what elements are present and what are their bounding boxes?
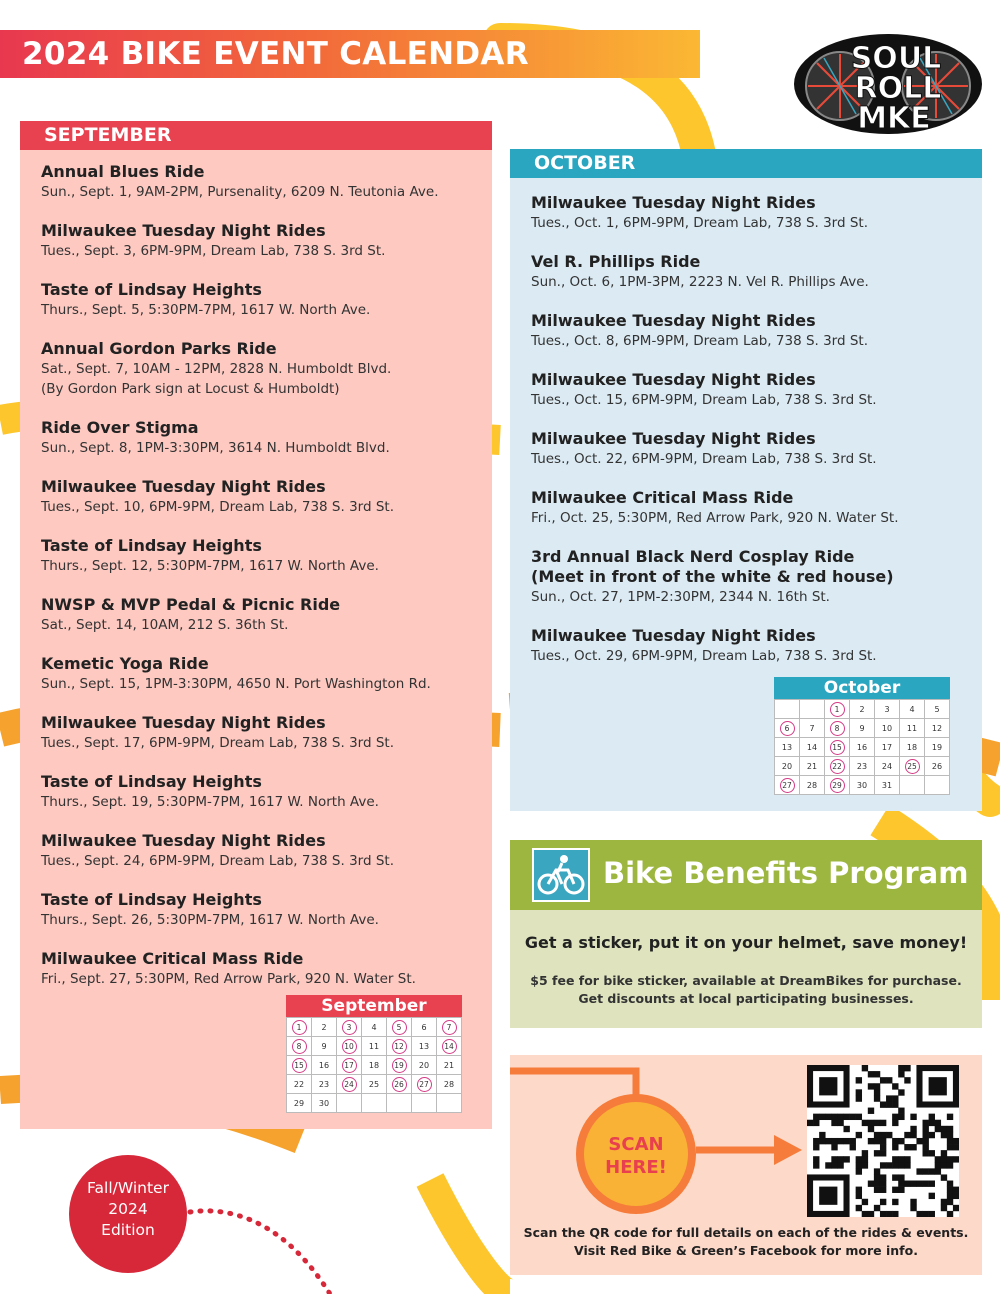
- calendar-day-number: 17: [881, 742, 893, 752]
- calendar-day: [437, 1075, 462, 1094]
- event-item: [41, 595, 340, 635]
- bike-benefits-subtitle: Get a sticker, put it on your helmet, save money!: [524, 933, 968, 952]
- calendar-day: [287, 1075, 312, 1094]
- event-item: [41, 280, 370, 320]
- calendar-day-number: 3: [884, 704, 890, 714]
- event-item: [41, 949, 416, 989]
- calendar-day: [387, 1037, 412, 1056]
- calendar-day: [900, 776, 925, 795]
- edition-line-3: Edition: [101, 1221, 155, 1239]
- scan-text-line-2: HERE!: [605, 1157, 667, 1178]
- calendar-day-number: 30: [318, 1098, 330, 1108]
- event-item: [531, 547, 894, 607]
- calendar-day-number: 21: [443, 1060, 455, 1070]
- calendar-day: [362, 1094, 387, 1113]
- event-name: Milwaukee Tuesday Night Rides: [531, 429, 816, 448]
- event-detail: Sat., Sept. 7, 10AM - 12PM, 2828 N. Humboldt Blvd.: [41, 361, 392, 377]
- calendar-day: [775, 738, 800, 757]
- event-name: Milwaukee Tuesday Night Rides: [41, 831, 326, 850]
- bike-benefits-title: Bike Benefits Program: [603, 856, 969, 890]
- calendar-day-number: 13: [781, 742, 793, 752]
- event-item: [531, 311, 868, 351]
- scan-panel: [510, 1055, 982, 1275]
- logo-text-mke: MKE: [857, 101, 931, 136]
- event-detail: Thurs., Sept. 19, 5:30PM-7PM, 1617 W. North Ave.: [41, 794, 379, 810]
- calendar-day: [825, 776, 850, 795]
- calendar-day-number: 14: [806, 742, 818, 752]
- event-detail: Tues., Sept. 17, 6PM-9PM, Dream Lab, 738 S. 3rd St.: [41, 735, 394, 751]
- event-name: Milwaukee Tuesday Night Rides: [41, 221, 326, 240]
- calendar-day: [900, 700, 925, 719]
- calendar-day-number: 26: [392, 1077, 407, 1092]
- calendar-day-number: 21: [806, 761, 818, 771]
- soul-roll-mke-logo: [794, 28, 982, 136]
- event-name: Annual Gordon Parks Ride: [41, 339, 277, 358]
- scan-info-line-1: Scan the QR code for full details on each of the rides & events.: [523, 1225, 969, 1240]
- logo-text-roll: ROLL: [854, 71, 942, 106]
- calendar-day: [287, 1037, 312, 1056]
- event-name: Annual Blues Ride: [41, 162, 205, 181]
- calendar-day: [850, 776, 875, 795]
- event-item: [531, 193, 868, 233]
- calendar-title: September: [286, 995, 462, 1017]
- event-detail: Fri., Sept. 27, 5:30PM, Red Arrow Park, 920 N. Water St.: [41, 971, 416, 987]
- event-detail: Tues., Sept. 10, 6PM-9PM, Dream Lab, 738 S. 3rd St.: [41, 499, 394, 515]
- event-detail: Thurs., Sept. 26, 5:30PM-7PM, 1617 W. North Ave.: [41, 912, 379, 928]
- event-name: Milwaukee Critical Mass Ride: [41, 949, 304, 968]
- calendar-day: [775, 700, 800, 719]
- event-item: [41, 477, 394, 517]
- calendar-day: [412, 1037, 437, 1056]
- calendar-day-number: 27: [780, 778, 795, 793]
- calendar-day-number: 22: [293, 1079, 305, 1089]
- october-mini-calendar: [774, 677, 950, 795]
- calendar-day: [337, 1075, 362, 1094]
- calendar-day-number: 16: [318, 1060, 330, 1070]
- event-name: Milwaukee Tuesday Night Rides: [41, 713, 326, 732]
- calendar-day: [337, 1018, 362, 1037]
- calendar-day-number: 6: [780, 721, 795, 736]
- calendar-day: [412, 1018, 437, 1037]
- calendar-day-number: 29: [293, 1098, 305, 1108]
- calendar-day: [437, 1094, 462, 1113]
- calendar-day: [825, 719, 850, 738]
- edition-line-1: Fall/Winter: [87, 1179, 169, 1197]
- calendar-day-number: 3: [342, 1020, 357, 1035]
- calendar-title: October: [774, 677, 950, 699]
- calendar-day: [875, 757, 900, 776]
- calendar-day: [362, 1018, 387, 1037]
- calendar-day-number: 2: [859, 704, 865, 714]
- event-item: [531, 488, 899, 528]
- calendar-day: [412, 1056, 437, 1075]
- calendar-day-number: 12: [931, 723, 943, 733]
- bike-benefits-line-1: $5 fee for bike sticker, available at DreamBikes for purchase.: [530, 973, 962, 988]
- calendar-day: [850, 719, 875, 738]
- event-item: [41, 772, 379, 812]
- calendar-day-number: 4: [909, 704, 915, 714]
- scan-here-badge: [576, 1094, 696, 1214]
- calendar-day-number: 15: [292, 1058, 307, 1073]
- october-panel: [510, 149, 982, 811]
- edition-badge: [69, 1155, 187, 1273]
- event-detail: Tues., Sept. 24, 6PM-9PM, Dream Lab, 738 S. 3rd St.: [41, 853, 394, 869]
- calendar-day-number: 19: [931, 742, 943, 752]
- calendar-day: [775, 719, 800, 738]
- qr-code[interactable]: [807, 1065, 959, 1217]
- calendar-day: [875, 738, 900, 757]
- calendar-day-number: 20: [418, 1060, 430, 1070]
- event-detail: Tues., Oct. 29, 6PM-9PM, Dream Lab, 738 S. 3rd St.: [531, 648, 877, 664]
- event-detail: Sun., Sept. 1, 9AM-2PM, Pursenality, 6209 N. Teutonia Ave.: [41, 184, 439, 200]
- event-name: Milwaukee Critical Mass Ride: [531, 488, 794, 507]
- scan-text-line-1: SCAN: [608, 1134, 664, 1155]
- bike-benefits-line-2: Get discounts at local participating businesses.: [578, 991, 914, 1006]
- calendar-day-number: 23: [318, 1079, 330, 1089]
- event-detail: Tues., Oct. 8, 6PM-9PM, Dream Lab, 738 S. 3rd St.: [531, 333, 869, 349]
- calendar-day: [312, 1075, 337, 1094]
- calendar-day-number: 11: [368, 1041, 380, 1051]
- calendar-day: [775, 757, 800, 776]
- page-title: 2024 BIKE EVENT CALENDAR: [22, 36, 529, 72]
- calendar-day-number: 18: [906, 742, 918, 752]
- calendar-day-number: 24: [881, 761, 893, 771]
- scan-info-line-2: Visit Red Bike & Green’s Facebook for more info.: [574, 1243, 918, 1258]
- event-name: Taste of Lindsay Heights: [41, 280, 262, 299]
- event-detail: Tues., Sept. 3, 6PM-9PM, Dream Lab, 738 S. 3rd St.: [41, 243, 386, 259]
- event-name: NWSP & MVP Pedal & Picnic Ride: [41, 595, 341, 614]
- calendar-day: [825, 738, 850, 757]
- event-detail-note: (By Gordon Park sign at Locust & Humboldt): [41, 381, 340, 397]
- event-item: [41, 418, 390, 458]
- event-detail: Thurs., Sept. 5, 5:30PM-7PM, 1617 W. North Ave.: [41, 302, 371, 318]
- calendar-day: [337, 1094, 362, 1113]
- calendar-day: [387, 1094, 412, 1113]
- calendar-day: [437, 1018, 462, 1037]
- calendar-day-number: 25: [368, 1079, 380, 1089]
- calendar-day-number: 5: [934, 704, 940, 714]
- event-name: Kemetic Yoga Ride: [41, 654, 209, 673]
- september-heading: SEPTEMBER: [44, 124, 172, 146]
- event-detail: Sun., Oct. 6, 1PM-3PM, 2223 N. Vel R. Phillips Ave.: [531, 274, 869, 290]
- calendar-day: [850, 738, 875, 757]
- bike-benefits-panel: [510, 840, 982, 1028]
- calendar-day-number: 1: [292, 1020, 307, 1035]
- calendar-day: [362, 1075, 387, 1094]
- calendar-day-number: 6: [421, 1022, 427, 1032]
- calendar-day-number: 18: [368, 1060, 380, 1070]
- calendar-day: [875, 700, 900, 719]
- calendar-day: [362, 1056, 387, 1075]
- calendar-day-number: 28: [443, 1079, 455, 1089]
- calendar-day-number: 30: [856, 780, 868, 790]
- calendar-day: [800, 776, 825, 795]
- calendar-day: [800, 719, 825, 738]
- calendar-day: [850, 700, 875, 719]
- calendar-day: [925, 700, 950, 719]
- calendar-day: [825, 700, 850, 719]
- calendar-day: [775, 776, 800, 795]
- calendar-day: [800, 700, 825, 719]
- event-detail: Tues., Oct. 15, 6PM-9PM, Dream Lab, 738 S. 3rd St.: [531, 392, 877, 408]
- calendar-day: [312, 1094, 337, 1113]
- calendar-day-number: 31: [881, 780, 893, 790]
- calendar-day-number: 26: [931, 761, 943, 771]
- event-item: [41, 831, 394, 871]
- event-detail: Tues., Oct. 1, 6PM-9PM, Dream Lab, 738 S. 3rd St.: [531, 215, 869, 231]
- event-detail: Sun., Sept. 8, 1PM-3:30PM, 3614 N. Humboldt Blvd.: [41, 440, 390, 456]
- calendar-day: [800, 738, 825, 757]
- calendar-day: [825, 757, 850, 776]
- bicycle-icon: [532, 848, 590, 902]
- calendar-day-number: 17: [342, 1058, 357, 1073]
- event-detail: Sun., Oct. 27, 1PM-2:30PM, 2344 N. 16th St.: [531, 589, 830, 605]
- calendar-day: [312, 1018, 337, 1037]
- october-heading: OCTOBER: [534, 152, 636, 174]
- arrow-bike-icon: [694, 66, 754, 114]
- calendar-day: [900, 719, 925, 738]
- september-mini-calendar: [286, 995, 462, 1113]
- event-item: [531, 370, 877, 410]
- event-item: [41, 890, 379, 930]
- calendar-day: [287, 1018, 312, 1037]
- calendar-day-number: 29: [830, 778, 845, 793]
- event-name: Milwaukee Tuesday Night Rides: [531, 193, 816, 212]
- calendar-day: [412, 1094, 437, 1113]
- event-name: Ride Over Stigma: [41, 418, 199, 437]
- calendar-day-number: 4: [371, 1022, 377, 1032]
- calendar-day: [875, 719, 900, 738]
- calendar-day-number: 24: [342, 1077, 357, 1092]
- calendar-day-number: 10: [342, 1039, 357, 1054]
- event-detail: Thurs., Sept. 12, 5:30PM-7PM, 1617 W. North Ave.: [41, 558, 379, 574]
- calendar-day: [925, 776, 950, 795]
- event-detail: Sun., Sept. 15, 1PM-3:30PM, 4650 N. Port Washington Rd.: [41, 676, 431, 692]
- calendar-day-number: 10: [881, 723, 893, 733]
- calendar-day-number: 19: [392, 1058, 407, 1073]
- event-detail: Sat., Sept. 14, 10AM, 212 S. 36th St.: [41, 617, 289, 633]
- calendar-day-number: 2: [321, 1022, 327, 1032]
- event-item: [41, 221, 385, 261]
- calendar-day-number: 7: [442, 1020, 457, 1035]
- calendar-day-number: 1: [830, 702, 845, 717]
- event-name: Taste of Lindsay Heights: [41, 536, 262, 555]
- calendar-day-number: 11: [906, 723, 918, 733]
- calendar-day: [287, 1056, 312, 1075]
- calendar-day-number: 16: [856, 742, 868, 752]
- calendar-day: [925, 757, 950, 776]
- event-detail: Fri., Oct. 25, 5:30PM, Red Arrow Park, 920 N. Water St.: [531, 510, 899, 526]
- calendar-day-number: 27: [417, 1077, 432, 1092]
- calendar-day-number: 8: [292, 1039, 307, 1054]
- calendar-day-number: 8: [830, 721, 845, 736]
- event-name: Milwaukee Tuesday Night Rides: [41, 477, 326, 496]
- calendar-day: [312, 1056, 337, 1075]
- event-item: [41, 162, 439, 202]
- event-name: Vel R. Phillips Ride: [531, 252, 701, 271]
- event-item: [531, 252, 869, 292]
- calendar-day-number: 13: [418, 1041, 430, 1051]
- calendar-day: [287, 1094, 312, 1113]
- event-item: [531, 626, 877, 666]
- october-header: [510, 149, 982, 178]
- event-item: [41, 339, 391, 399]
- event-name: Taste of Lindsay Heights: [41, 890, 262, 909]
- calendar-day: [387, 1056, 412, 1075]
- calendar-day-number: 9: [321, 1041, 327, 1051]
- calendar-day-number: 23: [856, 761, 868, 771]
- calendar-day: [800, 757, 825, 776]
- calendar-day: [387, 1018, 412, 1037]
- calendar-day: [437, 1056, 462, 1075]
- calendar-day-number: 20: [781, 761, 793, 771]
- event-name: Milwaukee Tuesday Night Rides: [531, 370, 816, 389]
- calendar-day-number: 25: [905, 759, 920, 774]
- calendar-day-number: 7: [809, 723, 815, 733]
- calendar-day-number: 12: [392, 1039, 407, 1054]
- event-item: [41, 536, 379, 576]
- september-panel: [20, 121, 492, 1129]
- event-name-note: (Meet in front of the white & red house): [531, 567, 894, 586]
- event-item: [531, 429, 877, 469]
- event-item: [41, 713, 394, 753]
- event-name: Taste of Lindsay Heights: [41, 772, 262, 791]
- event-detail: Tues., Oct. 22, 6PM-9PM, Dream Lab, 738 S. 3rd St.: [531, 451, 877, 467]
- calendar-day: [412, 1075, 437, 1094]
- calendar-day: [850, 757, 875, 776]
- calendar-day: [437, 1037, 462, 1056]
- calendar-day: [387, 1075, 412, 1094]
- calendar-day-number: 15: [830, 740, 845, 755]
- calendar-day: [337, 1056, 362, 1075]
- edition-line-2: 2024: [108, 1200, 148, 1218]
- calendar-day-number: 9: [859, 723, 865, 733]
- calendar-day-number: 22: [830, 759, 845, 774]
- event-name: 3rd Annual Black Nerd Cosplay Ride: [531, 547, 855, 566]
- event-item: [41, 654, 431, 694]
- bike-benefits-header: [510, 840, 982, 910]
- calendar-day: [312, 1037, 337, 1056]
- calendar-day: [925, 738, 950, 757]
- september-header: [20, 121, 492, 150]
- calendar-day: [900, 757, 925, 776]
- calendar-day: [900, 738, 925, 757]
- calendar-day-number: 14: [442, 1039, 457, 1054]
- calendar-day: [337, 1037, 362, 1056]
- calendar-day-number: 28: [806, 780, 818, 790]
- event-name: Milwaukee Tuesday Night Rides: [531, 311, 816, 330]
- calendar-day: [362, 1037, 387, 1056]
- calendar-day: [925, 719, 950, 738]
- event-name: Milwaukee Tuesday Night Rides: [531, 626, 816, 645]
- logo-text-soul: SOUL: [850, 41, 942, 76]
- calendar-day-number: 5: [392, 1020, 407, 1035]
- calendar-day: [875, 776, 900, 795]
